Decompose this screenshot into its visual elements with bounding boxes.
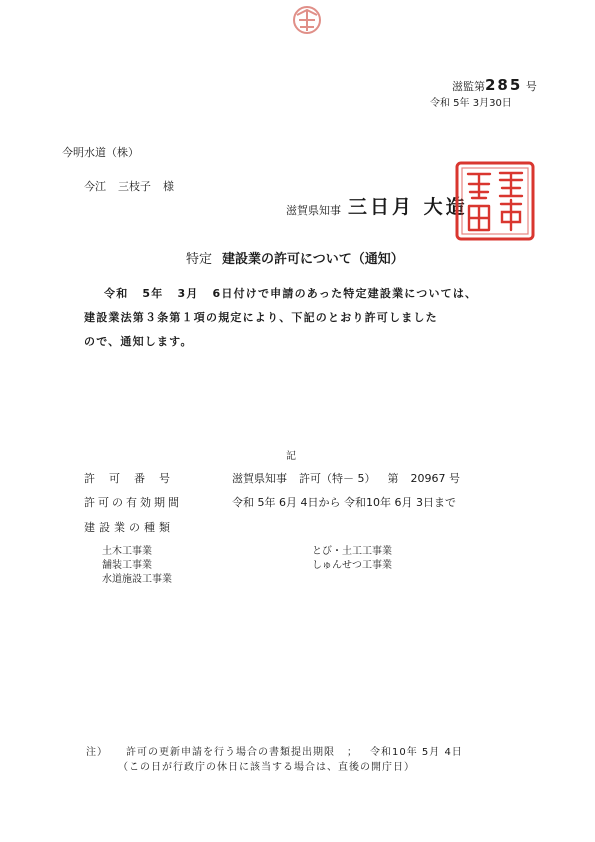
permit-number-value <box>232 470 472 486</box>
subject-prefix: 特定 <box>186 252 213 267</box>
construction-type-item: しゅんせつ工事業 <box>312 560 392 571</box>
doc-number-value: 285 <box>485 76 523 94</box>
construction-types-left <box>102 545 172 587</box>
note-deadline: 令和10年 5月 4日 <box>370 747 463 758</box>
sender-title: 滋賀県知事 <box>286 204 341 217</box>
note-text: 許可の更新申請を行う場合の書類提出期限 <box>126 747 335 758</box>
recipient-name <box>84 178 186 194</box>
doc-number-prefix: 滋監第 <box>452 80 485 93</box>
body-era: 令和 <box>104 287 129 300</box>
prefecture-emblem-icon <box>287 4 327 36</box>
construction-type-item: 水道施設工事業 <box>102 574 172 585</box>
validity-value: 令和 5年 6月 4日から 令和10年 6月 3日まで <box>232 496 456 509</box>
permit-authority: 滋賀県知事 <box>232 472 287 485</box>
body-year: 5年 <box>142 287 164 300</box>
body-line-1 <box>84 282 524 306</box>
construction-type-item: 舗装工事業 <box>102 560 152 571</box>
body-line-3: ので、通知します。 <box>84 335 193 348</box>
body-paragraph <box>84 282 524 354</box>
sender-name: 三日月 大造 <box>348 196 468 218</box>
construction-type-item: とび・土工工事業 <box>312 546 392 557</box>
types-label: 建設業の種類 <box>84 521 174 534</box>
construction-type-item: 土木工事業 <box>102 546 152 557</box>
validity-label: 許可の有効期間 <box>84 496 182 509</box>
doc-number-suffix: 号 <box>525 80 537 93</box>
subject-main: 建設業の許可について（通知） <box>222 252 404 267</box>
document-date: 令和 5年 3月30日 <box>430 98 512 109</box>
body-line-2: 建設業法第３条第１項の規定により、下記のとおり許可しました <box>84 311 438 324</box>
recipient-family-name: 今江 <box>84 180 106 193</box>
construction-types-right <box>312 545 392 573</box>
permit-dai: 第 <box>387 472 399 485</box>
subject-heading <box>186 248 404 267</box>
renewal-note <box>86 743 463 758</box>
permit-category: 許可（特－ 5） <box>299 472 376 485</box>
recipient-honorific: 様 <box>163 180 174 193</box>
body-month: 3月 <box>177 287 199 300</box>
permit-number: 20967 号 <box>410 472 460 485</box>
recipient-company: 今明水道（株） <box>62 146 139 159</box>
body-line-1-rest: 6日付けで申請のあった特定建設業については、 <box>212 287 478 300</box>
official-seal-icon <box>454 160 536 242</box>
ki-marker: 記 <box>286 451 296 462</box>
permit-number-label: 許可番号 <box>84 472 184 485</box>
note-separator: ； <box>347 747 358 758</box>
recipient-given-name: 三枝子 <box>118 180 151 193</box>
note-label: 注） <box>86 747 108 758</box>
document-number <box>452 76 537 94</box>
renewal-note-line-2: （この日が行政庁の休日に該当する場合は、直後の開庁日） <box>118 762 415 773</box>
